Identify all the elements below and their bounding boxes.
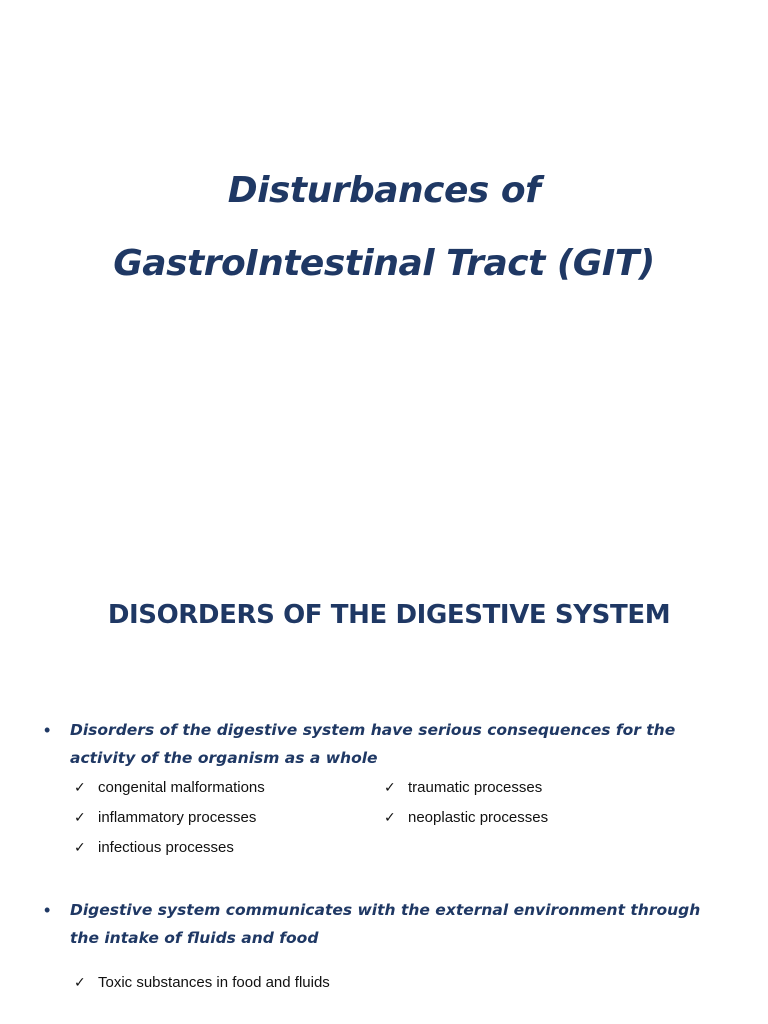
checkmark-icon: ✓ — [74, 810, 86, 826]
checkmark-icon: ✓ — [74, 840, 86, 856]
check-item-label: congenital malformations — [98, 779, 265, 796]
checkmark-icon: ✓ — [384, 810, 396, 826]
check-item-label: infectious processes — [98, 839, 234, 856]
check-item-label: neoplastic processes — [408, 809, 549, 826]
bullet-2-text: Digestive system communicates with the external environment through the intake of fluids and food — [70, 901, 701, 947]
title-line-2: GastroIntestinal Tract (GIT) — [113, 243, 655, 284]
checkmark-icon: ✓ — [74, 780, 86, 796]
check-item-label: Toxic substances in food and fluids — [98, 974, 330, 991]
check-item-label: traumatic processes — [408, 779, 543, 796]
title-line-1: Disturbances of — [227, 170, 541, 211]
section-heading: DISORDERS OF THE DIGESTIVE SYSTEM — [107, 600, 671, 630]
bullet-dot-icon: • — [44, 720, 51, 740]
checkmark-icon: ✓ — [384, 780, 396, 796]
bullet-1-text: Disorders of the digestive system have serious consequences for the activity of the organism as a whole — [70, 721, 676, 767]
checkmark-icon: ✓ — [74, 975, 86, 991]
check-item-label: inflammatory processes — [98, 809, 257, 826]
bullet-dot-icon: • — [44, 900, 51, 920]
